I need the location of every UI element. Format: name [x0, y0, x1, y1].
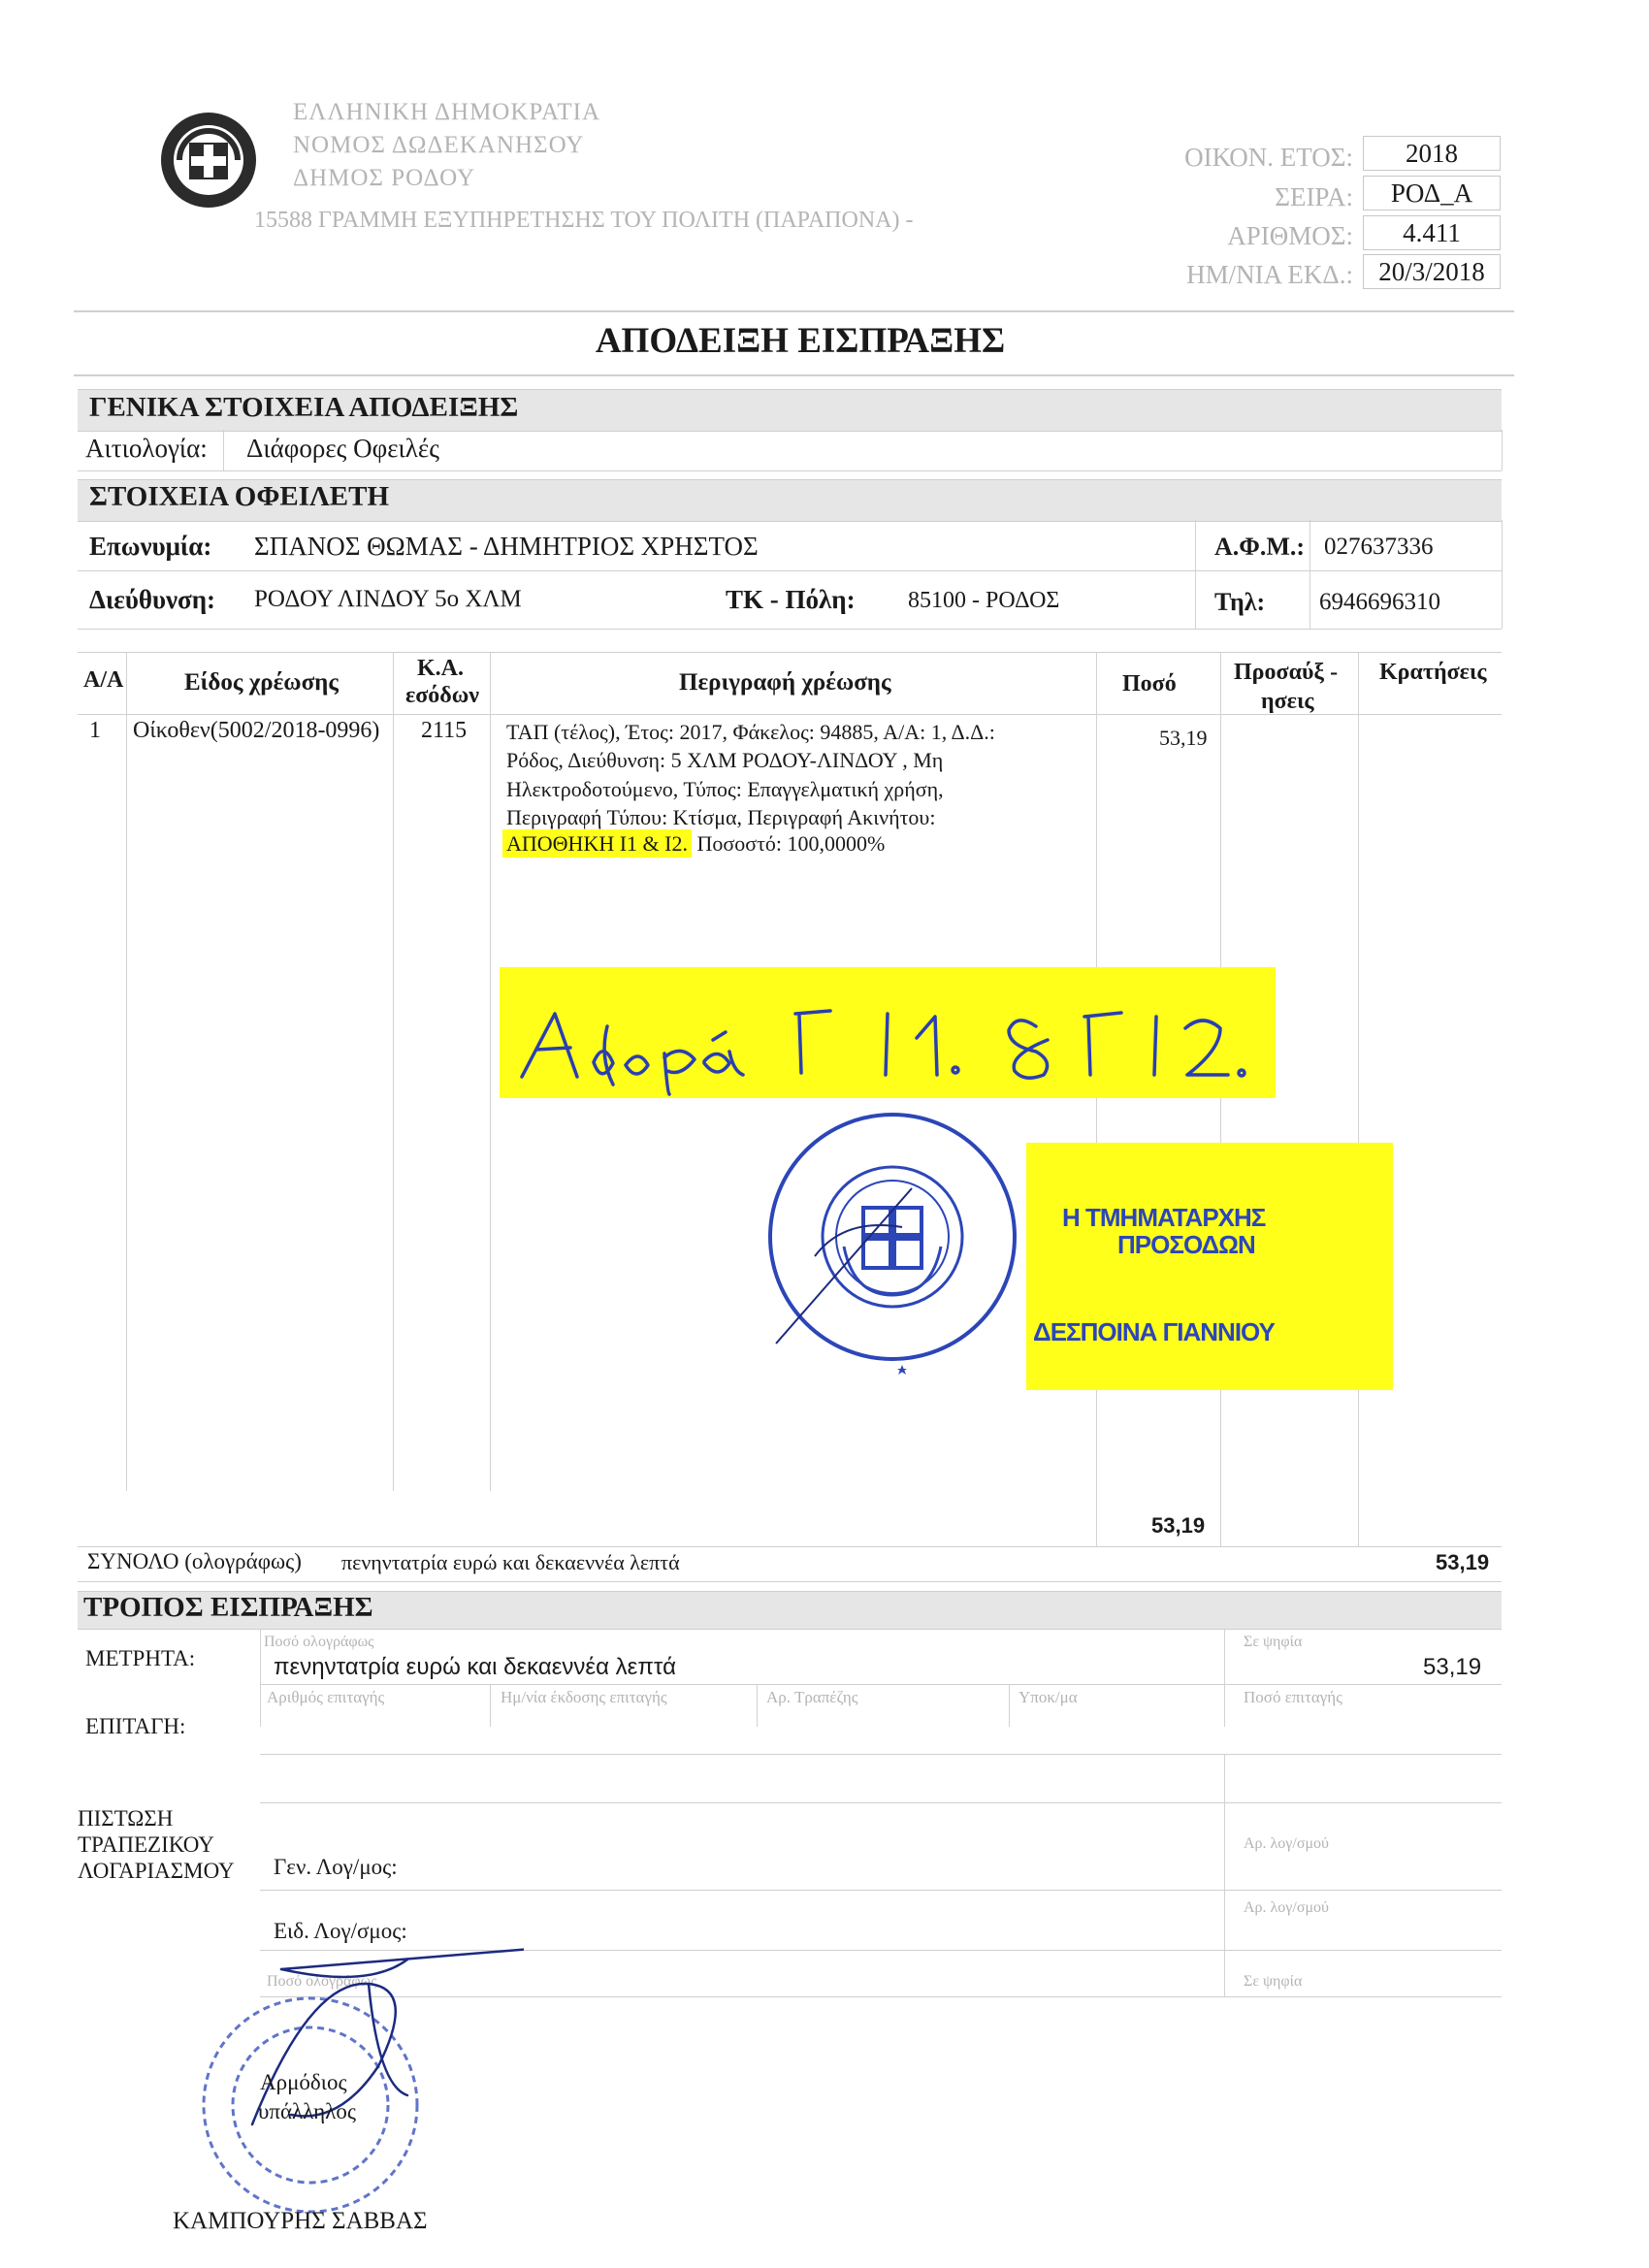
- issuer-line-1: ΕΛΛΗΝΙΚΗ ΔΗΜΟΚΡΑΤΙΑ: [293, 99, 600, 125]
- reason-value: Διάφορες Οφειλές: [246, 434, 439, 463]
- row-amount: 53,19: [1159, 726, 1208, 750]
- row-desc-line-3: Ηλεκτροδοτούμενο, Τύπος: Επαγγελματική χρήση,: [506, 777, 944, 801]
- row-desc-line-2: Ρόδος, Διεύθυνση: 5 ΧΛΜ ΡΟΔΟΥ-ΛΙΝΔΟΥ , Μη: [506, 748, 944, 772]
- fiscal-year-label: ΟΙΚΟΝ. ΕΤΟΣ:: [1184, 143, 1353, 172]
- payment-section-heading: ΤΡΟΠΟΣ ΕΙΣΠΡΑΞΗΣ: [83, 1592, 373, 1623]
- official-stamp-highlight: [1026, 1143, 1393, 1390]
- reason-label: Αιτιολογία:: [85, 434, 208, 463]
- afm-value: 027637336: [1324, 534, 1434, 560]
- number-label: ΑΡΙΘΜΟΣ:: [1227, 221, 1353, 250]
- row-aa: 1: [89, 718, 101, 743]
- cash-words: πενηντατρία ευρώ και δεκαεννέα λεπτά: [274, 1654, 676, 1680]
- row-desc-line-1: ΤΑΠ (τέλος), Έτος: 2017, Φάκελος: 94885, Α/Α: 1, Δ.Δ.:: [506, 720, 995, 744]
- name-value: ΣΠΑΝΟΣ ΘΩΜΑΣ - ΔΗΜΗΤΡΙΟΣ ΧΡΗΣΤΟΣ: [254, 532, 759, 561]
- col-amount-header: Ποσό: [1122, 671, 1177, 697]
- signature-role-line-2: υπάλληλος: [258, 2099, 356, 2123]
- highlighted-property: ΑΠΟΘΗΚΗ Ι1 & Ι2.: [502, 829, 692, 858]
- issue-date-value: 20/3/2018: [1363, 254, 1501, 289]
- total-label: ΣΥΝΟΛΟ (ολογράφως): [87, 1549, 302, 1573]
- cheque-amount-caption: Ποσό επιταγής: [1244, 1688, 1342, 1706]
- bank-label-line-3: ΛΟΓΑΡΙΑΣΜΟΥ: [78, 1859, 235, 1883]
- municipal-seal: [757, 1101, 1028, 1377]
- name-label: Επωνυμία:: [89, 532, 212, 561]
- stamp-line-1: Η ΤΜΗΜΑΤΑΡΧΗΣ: [1062, 1203, 1266, 1232]
- series-value: ΡΟΔ_Α: [1363, 176, 1501, 211]
- city-value: 85100 - ΡΟΔΟΣ: [908, 588, 1060, 613]
- row-type: Οίκοθεν(5002/2018-0996): [133, 718, 380, 743]
- page-title: ΑΠΟΔΕΙΞΗ ΕΙΣΠΡΑΞΗΣ: [595, 321, 1006, 361]
- general-section-heading: ΓΕΝΙΚΑ ΣΤΟΙΧΕΙΑ ΑΠΟΔΕΙΞΗΣ: [89, 392, 519, 423]
- phone-label: Τηλ:: [1214, 588, 1266, 616]
- amount-digits-caption: Σε ψηφία: [1244, 1973, 1303, 1990]
- signature-role-line-1: Αρμόδιος: [260, 2070, 347, 2094]
- col-aa-header: Α/Α: [83, 667, 124, 693]
- col-surcharge-header-2: ησεις: [1261, 689, 1314, 714]
- gen-account-caption: Αρ. λογ/σμού: [1244, 1835, 1329, 1852]
- address-value: ΡΟΔΟΥ ΛΙΝΔΟΥ 5ο ΧΛΜ: [254, 586, 522, 612]
- coat-of-arms-emblem: [158, 110, 259, 211]
- col-deductions-header: Κρατήσεις: [1379, 660, 1487, 685]
- issuer-line-2: ΝΟΜΟΣ ΔΩΔΕΚΑΝΗΣΟΥ: [293, 132, 585, 158]
- issue-date-label: ΗΜ/ΝΙΑ ΕΚΔ.:: [1186, 260, 1353, 289]
- signature-name: ΚΑΜΠΟΥΡΗΣ ΣΑΒΒΑΣ: [173, 2208, 428, 2234]
- gen-account-label: Γεν. Λογ/μος:: [274, 1855, 398, 1879]
- row-ka: 2115: [421, 718, 468, 743]
- issuer-line-4: 15588 ΓΡΑΜΜΗ ΕΞΥΠΗΡΕΤΗΣΗΣ ΤΟΥ ΠΟΛΙΤΗ (ΠΑΡΑΠΟΝΑ) -: [254, 208, 914, 233]
- handwritten-note: [504, 970, 1280, 1096]
- cash-amount-caption: Σε ψηφία: [1244, 1634, 1303, 1650]
- debtor-section-heading: ΣΤΟΙΧΕΙΑ ΟΦΕΙΛΕΤΗ: [89, 481, 390, 512]
- total-words: πενηντατρία ευρώ και δεκαεννέα λεπτά: [341, 1550, 680, 1574]
- bank-label-line-1: ΠΙΣΤΩΣΗ: [78, 1806, 174, 1831]
- cash-label: ΜΕΤΡΗΤΑ:: [85, 1646, 196, 1670]
- spec-account-caption: Αρ. λογ/σμού: [1244, 1899, 1329, 1916]
- issuer-line-3: ΔΗΜΟΣ ΡΟΔΟΥ: [293, 165, 476, 191]
- afm-label: Α.Φ.Μ.:: [1214, 533, 1306, 561]
- phone-value: 6946696310: [1319, 589, 1440, 615]
- bank-label-line-2: ΤΡΑΠΕΖΙΚΟΥ: [78, 1832, 214, 1857]
- col-desc-header: Περιγραφή χρέωσης: [679, 669, 891, 696]
- stamp-line-3: ΔΕΣΠΟΙΝΑ ΓΙΑΝΝΙΟΥ: [1033, 1317, 1275, 1346]
- fiscal-year-value: 2018: [1363, 136, 1501, 171]
- cheque-branch-caption: Υποκ/μα: [1018, 1688, 1078, 1706]
- stamp-line-2: ΠΡΟΣΟΔΩΝ: [1117, 1230, 1255, 1259]
- col-surcharge-header-1: Προσαύξ -: [1234, 660, 1339, 685]
- cheque-label: ΕΠΙΤΑΓΗ:: [85, 1714, 186, 1738]
- number-value: 4.411: [1363, 215, 1501, 250]
- cheque-date-caption: Ημ/νία έκδοσης επιταγής: [501, 1688, 667, 1706]
- spec-account-label: Ειδ. Λογ/σμος:: [274, 1919, 407, 1943]
- signature-stamp: [175, 1930, 524, 2221]
- city-label: ΤΚ - Πόλη:: [726, 585, 856, 614]
- column-total-amount: 53,19: [1151, 1513, 1206, 1538]
- col-type-header: Είδος χρέωσης: [184, 669, 339, 696]
- row-desc-line-4: Περιγραφή Τύπου: Κτίσμα, Περιγραφή Ακινήτου:: [506, 805, 936, 829]
- row-desc-line-5: [502, 831, 885, 857]
- series-label: ΣΕΙΡΑ:: [1275, 182, 1353, 211]
- cheque-number-caption: Αριθμός επιταγής: [267, 1688, 385, 1706]
- cash-words-caption: Ποσό ολογράφως: [264, 1634, 374, 1650]
- total-amount: 53,19: [1436, 1550, 1490, 1574]
- cash-amount: 53,19: [1423, 1654, 1482, 1680]
- col-ka-header-2: εσόδων: [405, 683, 480, 708]
- amount-words-caption: Ποσό ολογράφως: [267, 1973, 377, 1990]
- col-ka-header-1: Κ.Α.: [417, 656, 464, 681]
- row-desc-tail: Ποσοστό: 100,0000%: [691, 831, 886, 856]
- address-label: Διεύθυνση:: [89, 585, 216, 614]
- cheque-bank-caption: Αρ. Τραπέζης: [766, 1688, 858, 1706]
